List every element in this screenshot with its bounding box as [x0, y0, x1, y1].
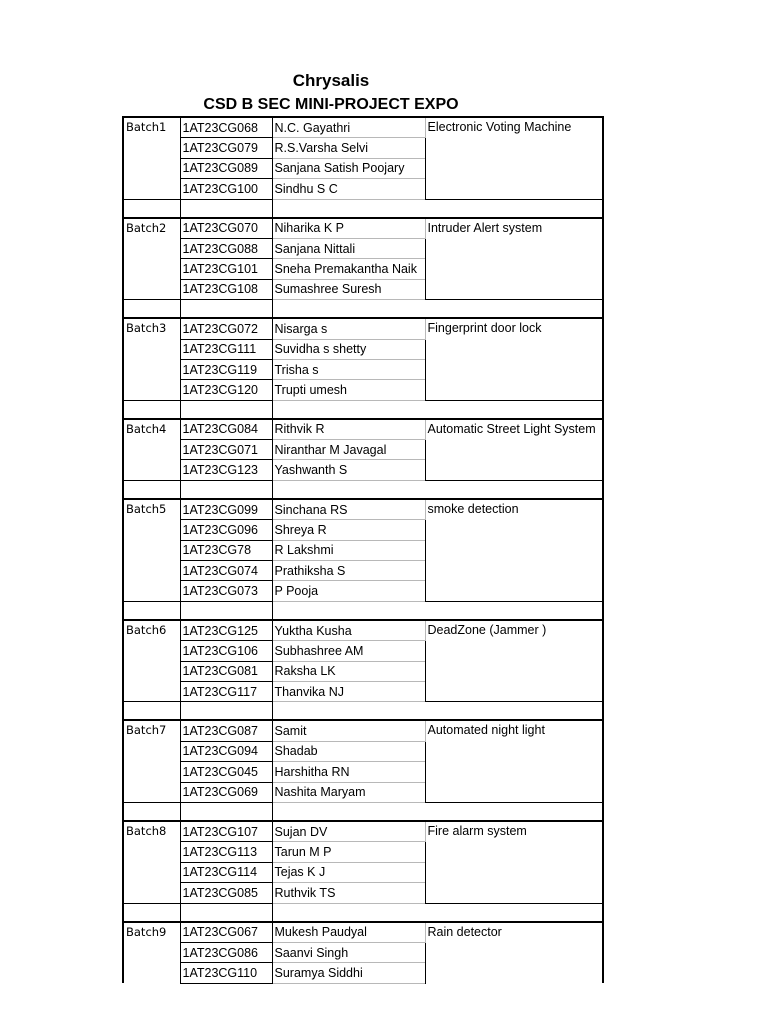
spacer-cell	[425, 702, 603, 721]
batch-label: Batch5	[123, 499, 180, 601]
spacer-cell	[272, 400, 425, 419]
spacer-cell	[425, 400, 603, 419]
spacer-row	[123, 601, 603, 620]
usn-cell: 1AT23CG089	[180, 158, 272, 178]
usn-cell: 1AT23CG094	[180, 741, 272, 761]
usn-cell: 1AT23CG074	[180, 561, 272, 581]
spacer-cell	[180, 480, 272, 499]
student-name-cell: Shadab	[272, 741, 425, 761]
usn-cell: 1AT23CG068	[180, 117, 272, 138]
spacer-row	[123, 400, 603, 419]
member-row	[123, 922, 603, 943]
usn-cell: 1AT23CG087	[180, 720, 272, 741]
student-name-cell: R Lakshmi	[272, 540, 425, 560]
spacer-cell	[272, 199, 425, 218]
usn-cell: 1AT23CG101	[180, 259, 272, 279]
spacer-row	[123, 702, 603, 721]
spacer-cell	[425, 903, 603, 922]
batch-table	[122, 116, 604, 984]
project-title-cell: Electronic Voting Machine	[425, 117, 603, 199]
student-name-cell: Nisarga s	[272, 318, 425, 339]
member-row	[123, 720, 603, 741]
student-name-cell: Prathiksha S	[272, 561, 425, 581]
student-name-cell: Trupti umesh	[272, 380, 425, 400]
usn-cell: 1AT23CG111	[180, 339, 272, 359]
usn-cell: 1AT23CG117	[180, 681, 272, 701]
batch-label: Batch9	[123, 922, 180, 984]
spacer-cell	[180, 903, 272, 922]
usn-cell: 1AT23CG072	[180, 318, 272, 339]
spacer-cell	[425, 300, 603, 319]
batch-label: Batch8	[123, 821, 180, 903]
spacer-cell	[123, 199, 180, 218]
student-name-cell: Tarun M P	[272, 842, 425, 862]
student-name-cell: Rithvik R	[272, 419, 425, 440]
usn-cell: 1AT23CG073	[180, 581, 272, 601]
usn-cell: 1AT23CG085	[180, 883, 272, 903]
project-title-cell: Intruder Alert system	[425, 218, 603, 300]
project-title-cell: Automatic Street Light System	[425, 419, 603, 481]
student-name-cell: Ruthvik TS	[272, 883, 425, 903]
spacer-cell	[272, 480, 425, 499]
usn-cell: 1AT23CG067	[180, 922, 272, 943]
spacer-cell	[272, 601, 425, 620]
member-row	[123, 821, 603, 842]
student-name-cell: Sanjana Nittali	[272, 238, 425, 258]
batch-label: Batch6	[123, 620, 180, 702]
member-row	[123, 318, 603, 339]
spacer-cell	[425, 199, 603, 218]
batch-label: Batch7	[123, 720, 180, 802]
member-row	[123, 117, 603, 138]
spacer-row	[123, 903, 603, 922]
usn-cell: 1AT23CG78	[180, 540, 272, 560]
student-name-cell: R.S.Varsha Selvi	[272, 138, 425, 158]
student-name-cell: Sanjana Satish Poojary	[272, 158, 425, 178]
usn-cell: 1AT23CG079	[180, 138, 272, 158]
student-name-cell: Niharika K P	[272, 218, 425, 239]
project-title-cell: Fire alarm system	[425, 821, 603, 903]
student-name-cell: Sneha Premakantha Naik	[272, 259, 425, 279]
usn-cell: 1AT23CG071	[180, 440, 272, 460]
usn-cell: 1AT23CG070	[180, 218, 272, 239]
student-name-cell: Sumashree Suresh	[272, 279, 425, 299]
spacer-row	[123, 802, 603, 821]
student-name-cell: Saanvi Singh	[272, 942, 425, 962]
student-name-cell: N.C. Gayathri	[272, 117, 425, 138]
student-name-cell: Suramya Siddhi	[272, 963, 425, 983]
spacer-cell	[123, 400, 180, 419]
student-name-cell: Nashita Maryam	[272, 782, 425, 802]
project-title-cell: smoke detection	[425, 499, 603, 601]
project-title-cell: Automated night light	[425, 720, 603, 802]
usn-cell: 1AT23CG081	[180, 661, 272, 681]
spacer-cell	[180, 702, 272, 721]
spacer-cell	[180, 400, 272, 419]
spacer-cell	[425, 802, 603, 821]
student-name-cell: Tejas K J	[272, 862, 425, 882]
usn-cell: 1AT23CG119	[180, 359, 272, 379]
usn-cell: 1AT23CG099	[180, 499, 272, 520]
usn-cell: 1AT23CG120	[180, 380, 272, 400]
project-title-cell: Rain detector	[425, 922, 603, 984]
spacer-cell	[180, 601, 272, 620]
spacer-cell	[180, 199, 272, 218]
usn-cell: 1AT23CG088	[180, 238, 272, 258]
usn-cell: 1AT23CG106	[180, 641, 272, 661]
document-title: Chrysalis	[292, 71, 370, 90]
batch-label: Batch1	[123, 117, 180, 199]
usn-cell: 1AT23CG113	[180, 842, 272, 862]
usn-cell: 1AT23CG084	[180, 419, 272, 440]
student-name-cell: Sujan DV	[272, 821, 425, 842]
member-row	[123, 499, 603, 520]
student-name-cell: P Pooja	[272, 581, 425, 601]
student-name-cell: Harshitha RN	[272, 762, 425, 782]
batch-label: Batch3	[123, 318, 180, 400]
usn-cell: 1AT23CG125	[180, 620, 272, 641]
usn-cell: 1AT23CG110	[180, 963, 272, 983]
usn-cell: 1AT23CG069	[180, 782, 272, 802]
student-name-cell: Sindhu S C	[272, 179, 425, 199]
student-name-cell: Yuktha Kusha	[272, 620, 425, 641]
spacer-row	[123, 199, 603, 218]
document-subtitle: CSD B SEC MINI-PROJECT EXPO	[203, 96, 459, 113]
project-title-cell: Fingerprint door lock	[425, 318, 603, 400]
usn-cell: 1AT23CG114	[180, 862, 272, 882]
student-name-cell: Niranthar M Javagal	[272, 440, 425, 460]
spacer-cell	[123, 601, 180, 620]
student-name-cell: Subhashree AM	[272, 641, 425, 661]
member-row	[123, 419, 603, 440]
member-row	[123, 218, 603, 239]
usn-cell: 1AT23CG107	[180, 821, 272, 842]
student-name-cell: Thanvika NJ	[272, 681, 425, 701]
student-name-cell: Mukesh Paudyal	[272, 922, 425, 943]
usn-cell: 1AT23CG045	[180, 762, 272, 782]
spacer-row	[123, 480, 603, 499]
spacer-cell	[180, 802, 272, 821]
student-name-cell: Samit	[272, 720, 425, 741]
batch-table-body	[123, 117, 603, 983]
spacer-cell	[123, 300, 180, 319]
spacer-cell	[425, 480, 603, 499]
student-name-cell: Shreya R	[272, 520, 425, 540]
spacer-cell	[123, 480, 180, 499]
spacer-cell	[123, 903, 180, 922]
student-name-cell: Suvidha s shetty	[272, 339, 425, 359]
spacer-cell	[272, 702, 425, 721]
spacer-row	[123, 300, 603, 319]
usn-cell: 1AT23CG086	[180, 942, 272, 962]
student-name-cell: Sinchana RS	[272, 499, 425, 520]
spacer-cell	[180, 300, 272, 319]
spacer-cell	[272, 903, 425, 922]
project-title-cell: DeadZone (Jammer )	[425, 620, 603, 702]
member-row	[123, 620, 603, 641]
usn-cell: 1AT23CG100	[180, 179, 272, 199]
student-name-cell: Trisha s	[272, 359, 425, 379]
usn-cell: 1AT23CG108	[180, 279, 272, 299]
spacer-cell	[425, 601, 603, 620]
spacer-cell	[272, 802, 425, 821]
student-name-cell: Raksha LK	[272, 661, 425, 681]
batch-label: Batch2	[123, 218, 180, 300]
spacer-cell	[123, 702, 180, 721]
batch-label: Batch4	[123, 419, 180, 481]
student-name-cell: Yashwanth S	[272, 460, 425, 480]
usn-cell: 1AT23CG123	[180, 460, 272, 480]
usn-cell: 1AT23CG096	[180, 520, 272, 540]
spacer-cell	[123, 802, 180, 821]
spacer-cell	[272, 300, 425, 319]
batch-sheet	[122, 116, 602, 980]
